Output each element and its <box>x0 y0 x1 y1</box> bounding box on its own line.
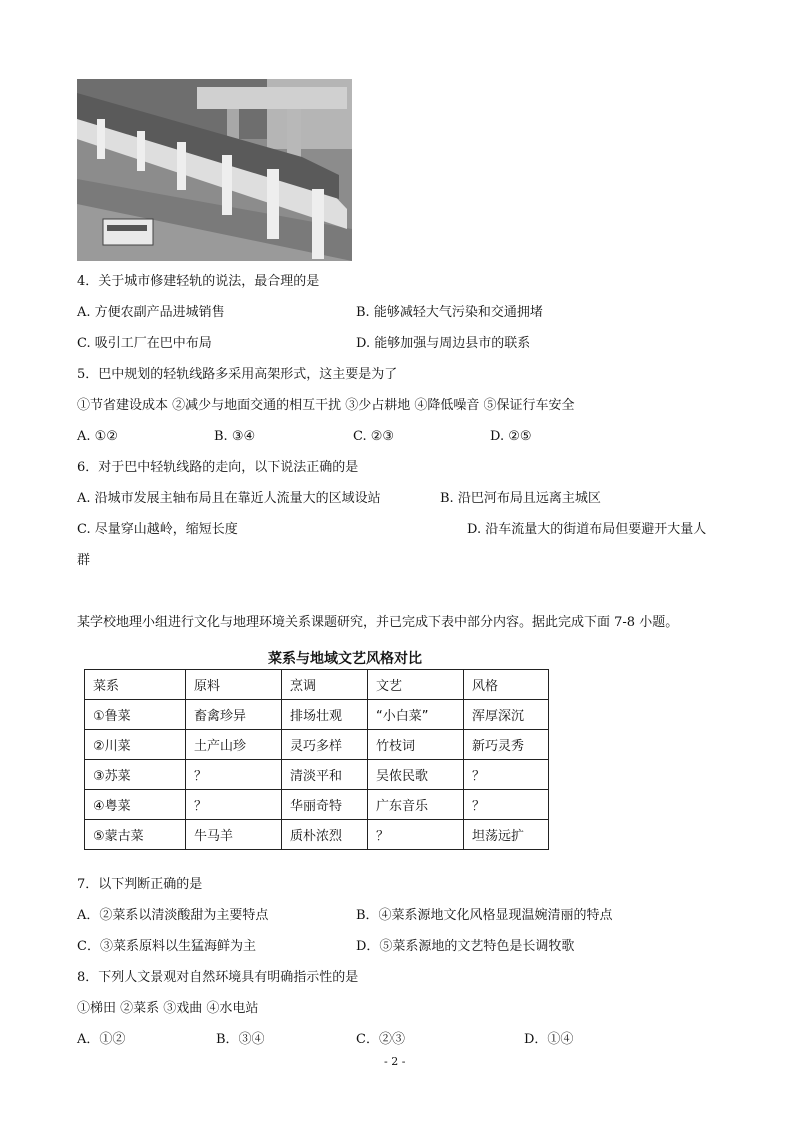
table-cell: 清淡平和 <box>282 760 368 790</box>
table-cell: ？ <box>368 820 464 850</box>
q6-option-d: D. 沿车流量大的街道布局但要避开大量人 <box>467 522 707 537</box>
q8-option-c: C．②③ <box>356 1032 405 1047</box>
q8-option-b: B．③④ <box>216 1032 265 1047</box>
table-header-cell: 文艺 <box>368 670 464 700</box>
table-cell: 浑厚深沉 <box>464 700 549 730</box>
light-rail-photo <box>77 79 352 261</box>
table-cell: ？ <box>186 760 282 790</box>
q6-option-a: A. 沿城市发展主轴布局且在靠近人流量大的区域设站 <box>77 491 381 506</box>
q7-stem: 7．以下判断正确的是 <box>77 877 203 892</box>
table-cell: 畜禽珍异 <box>186 700 282 730</box>
table-cell: ？ <box>464 790 549 820</box>
table-cell: 排场壮观 <box>282 700 368 730</box>
q8-stem: 8．下列人文景观对自然环境具有明确指示性的是 <box>77 970 359 985</box>
q5-option-d: D. ②⑤ <box>490 429 532 444</box>
table-title: 菜系与地域文艺风格对比 <box>268 651 422 667</box>
table-cell: 质朴浓烈 <box>282 820 368 850</box>
q6-option-c: C. 尽量穿山越岭，缩短长度 <box>77 522 238 537</box>
table-cell: ⑤蒙古菜 <box>85 820 186 850</box>
q7-option-b: B．④菜系源地文化风格显现温婉清丽的特点 <box>356 908 613 923</box>
q6-option-d-continued: 群 <box>77 553 91 568</box>
table-header-cell: 风格 <box>464 670 549 700</box>
table-header-cell: 菜系 <box>85 670 186 700</box>
table-cell: 灵巧多样 <box>282 730 368 760</box>
q8-option-a: A．①② <box>77 1032 126 1047</box>
page-number: - 2 - <box>384 1055 406 1068</box>
q4-option-b: B. 能够减轻大气污染和交通拥堵 <box>356 305 543 320</box>
q5-stem: 5．巴中规划的轻轨线路多采用高架形式，这主要是为了 <box>77 367 398 382</box>
q5-option-c: C. ②③ <box>353 429 395 444</box>
table-cell: 新巧灵秀 <box>464 730 549 760</box>
table-cell: 广东音乐 <box>368 790 464 820</box>
table-header-cell: 原料 <box>186 670 282 700</box>
q7-option-a: A．②菜系以清淡酸甜为主要特点 <box>77 908 269 923</box>
section-intro: 某学校地理小组进行文化与地理环境关系课题研究，并已完成下表中部分内容。据此完成下面 7-8 小题。 <box>77 615 679 630</box>
table-cell: ②川菜 <box>85 730 186 760</box>
table-row <box>85 700 549 730</box>
q4-stem: 4．关于城市修建轻轨的说法，最合理的是 <box>77 274 320 289</box>
table-cell: 坦荡远扩 <box>464 820 549 850</box>
q6-stem: 6．对于巴中轻轨线路的走向，以下说法正确的是 <box>77 460 359 475</box>
table-row <box>85 790 549 820</box>
table-cell: ？ <box>186 790 282 820</box>
q8-option-d: D．①④ <box>524 1032 574 1047</box>
table-cell: ①鲁菜 <box>85 700 186 730</box>
table-row <box>85 820 549 850</box>
table-row <box>85 730 549 760</box>
q5-option-b: B. ③④ <box>214 429 256 444</box>
table-cell: “小白菜” <box>368 700 464 730</box>
q4-option-d: D. 能够加强与周边县市的联系 <box>356 336 531 351</box>
table-cell: 牛马羊 <box>186 820 282 850</box>
q4-option-a: A. 方便农副产品进城销售 <box>77 305 225 320</box>
q7-option-c: C．③菜系原料以生猛海鲜为主 <box>77 939 256 954</box>
table-cell: ③苏菜 <box>85 760 186 790</box>
cuisine-comparison-table <box>84 669 549 850</box>
q6-option-b: B. 沿巴河布局且远离主城区 <box>440 491 601 506</box>
q5-items: ①节省建设成本 ②减少与地面交通的相互干扰 ③少占耕地 ④降低噪音 ⑤保证行车安全 <box>77 398 575 413</box>
table-cell: ？ <box>464 760 549 790</box>
q7-option-d: D．⑤菜系源地的文艺特色是长调牧歌 <box>356 939 575 954</box>
table-cell: ④粤菜 <box>85 790 186 820</box>
table-header-cell: 烹调 <box>282 670 368 700</box>
table-cell: 竹枝词 <box>368 730 464 760</box>
table-row <box>85 760 549 790</box>
q4-option-c: C. 吸引工厂在巴中布局 <box>77 336 212 351</box>
table-cell: 土产山珍 <box>186 730 282 760</box>
q5-option-a: A. ①② <box>77 429 118 444</box>
table-cell: 华丽奇特 <box>282 790 368 820</box>
table-header-row <box>85 670 549 700</box>
q8-items: ①梯田 ②菜系 ③戏曲 ④水电站 <box>77 1001 259 1016</box>
table-cell: 吴侬民歌 <box>368 760 464 790</box>
